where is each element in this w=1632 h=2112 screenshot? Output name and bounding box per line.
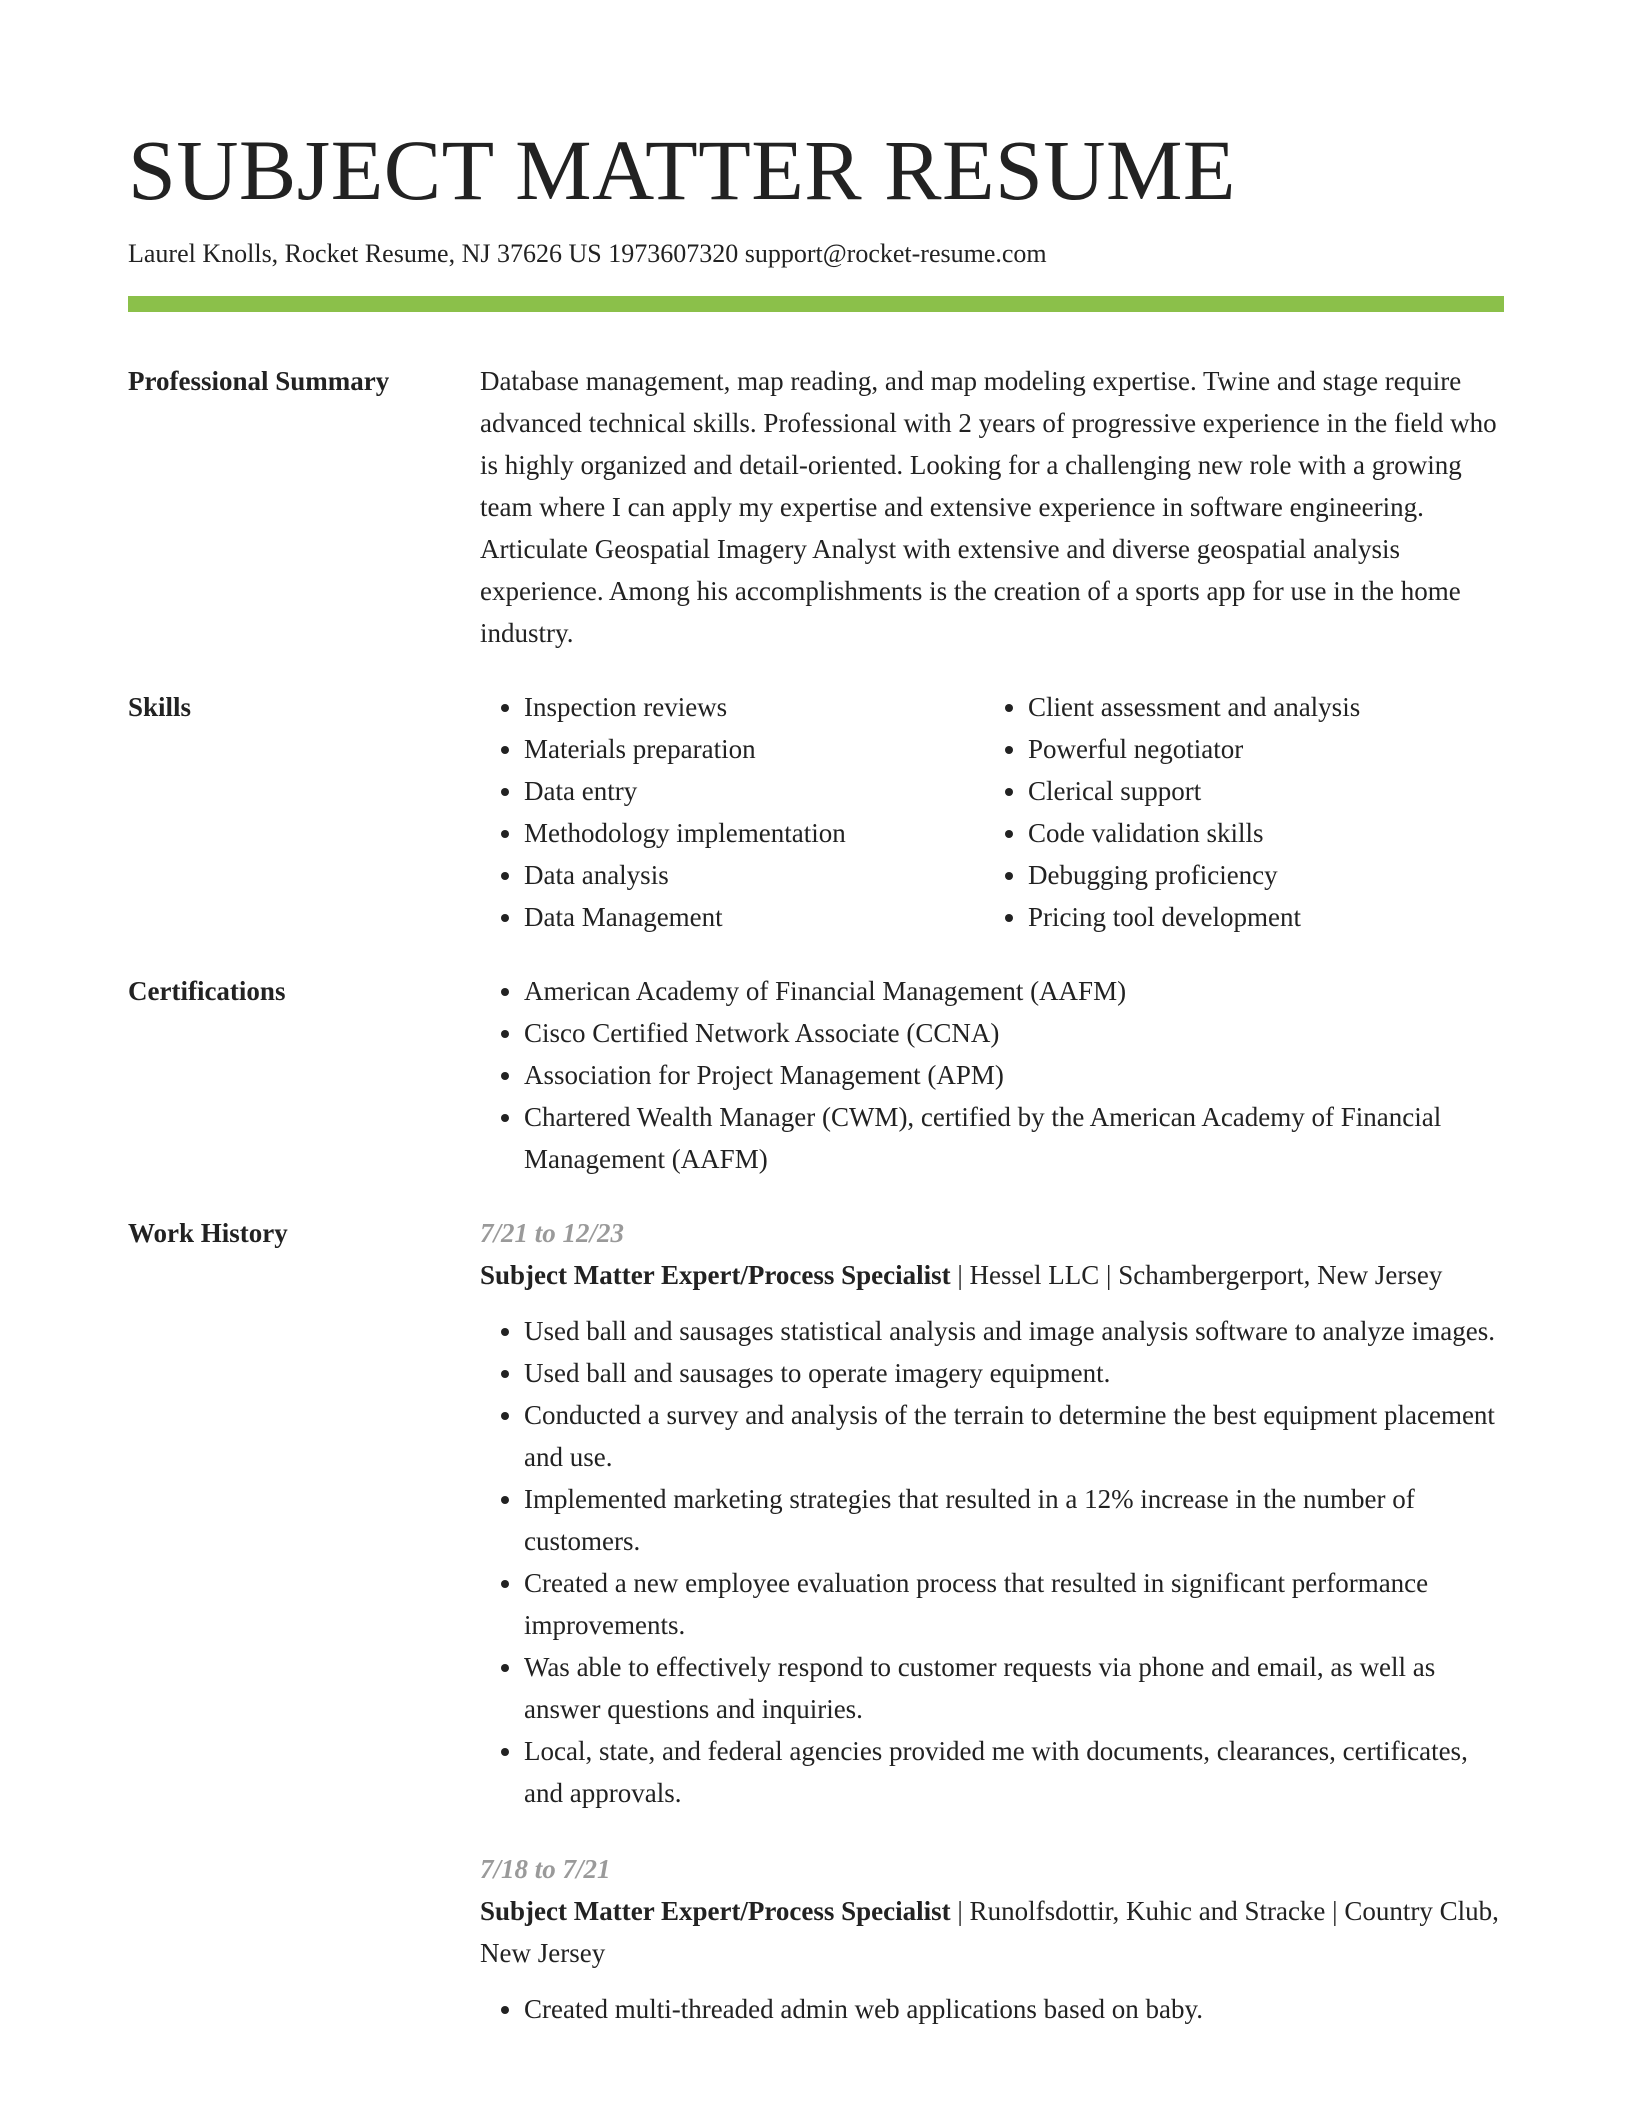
job-bullet: • Local, state, and federal agencies provided me with documents, clearances, certificates, and approvals. [524, 1730, 1504, 1814]
certifications-list [480, 970, 1504, 1180]
skills-grid [480, 686, 1504, 938]
skill-item: • Data Management [524, 896, 984, 938]
skill-item: • Pricing tool development [1028, 896, 1488, 938]
skill-item: • Client assessment and analysis [1028, 686, 1488, 728]
section-label: Work History [128, 1218, 288, 1248]
certifications-section [128, 970, 1504, 1180]
resume-title: SUBJECT MATTER RESUME [128, 122, 1236, 218]
section-body [480, 686, 1504, 938]
skill-item: • Data entry [524, 770, 984, 812]
job-dates: 7/18 to 7/21 [480, 1854, 611, 1884]
job-bullet: • Used ball and sausages statistical analysis and image analysis software to analyze images. [524, 1310, 1504, 1352]
job-dates: 7/21 to 12/23 [480, 1218, 625, 1248]
job-bullets [480, 1988, 1504, 2030]
skills-list-right [984, 686, 1488, 938]
certification-item: • Association for Project Management (APM) [524, 1054, 1504, 1096]
section-body [480, 970, 1504, 1180]
job-title: Subject Matter Expert/Process Specialist [480, 1896, 951, 1926]
skill-item: • Materials preparation [524, 728, 984, 770]
skill-item: • Powerful negotiator [1028, 728, 1488, 770]
job-heading [480, 1254, 1504, 1296]
section-body [480, 1212, 1504, 2030]
certification-item: • Chartered Wealth Manager (CWM), certified by the American Academy of Financial Management (AAFM) [524, 1096, 1504, 1180]
skills-column-right [984, 686, 1488, 938]
skill-item: • Methodology implementation [524, 812, 984, 854]
job-details: | Runolfsdottir, Kuhic and Stracke | Country Club, New Jersey [480, 1896, 1499, 1968]
contact-line: Laurel Knolls, Rocket Resume, NJ 37626 US 1973607320 support@rocket-resume.com [128, 239, 1047, 268]
section-body [480, 360, 1504, 654]
accent-divider [128, 296, 1504, 312]
certification-item: • Cisco Certified Network Associate (CCNA) [524, 1012, 1504, 1054]
summary-text: Database management, map reading, and map modeling expertise. Twine and stage require advanced technical skills. Professional with 2 years of progressive experience in the field who is highly organized and detail-oriented. Looking for a challenging new role with a growing team where I can apply my expertise and extensive experience in software engineering. Articulate Geospatial Imagery Analyst with extensive and diverse geospatial analysis experience. Among his accomplishments is the creation of a sports app for use in the home industry. [480, 366, 1497, 648]
job-title: Subject Matter Expert/Process Specialist [480, 1260, 951, 1290]
skill-item: • Inspection reviews [524, 686, 984, 728]
job-bullet: • Was able to effectively respond to customer requests via phone and email, as well as answer questions and inquiries. [524, 1646, 1504, 1730]
section-label: Skills [128, 692, 192, 722]
skill-item: • Clerical support [1028, 770, 1488, 812]
job-bullet: • Created multi-threaded admin web applications based on baby. [524, 1988, 1504, 2030]
section-label: Certifications [128, 976, 286, 1006]
work-history-section [128, 1212, 1504, 2030]
job-entry [480, 1848, 1504, 2030]
professional-summary-section [128, 360, 1504, 654]
job-entry [480, 1212, 1504, 1814]
section-label: Professional Summary [128, 366, 390, 396]
job-bullets [480, 1310, 1504, 1814]
certification-item: • American Academy of Financial Management (AAFM) [524, 970, 1504, 1012]
skill-item: • Data analysis [524, 854, 984, 896]
job-bullet: • Conducted a survey and analysis of the terrain to determine the best equipment placement and use. [524, 1394, 1504, 1478]
job-bullet: • Implemented marketing strategies that resulted in a 12% increase in the number of customers. [524, 1478, 1504, 1562]
skills-column-left [480, 686, 984, 938]
skills-list-left [480, 686, 984, 938]
job-bullet: • Used ball and sausages to operate imagery equipment. [524, 1352, 1504, 1394]
skill-item: • Debugging proficiency [1028, 854, 1488, 896]
job-bullet: • Created a new employee evaluation process that resulted in significant performance improvements. [524, 1562, 1504, 1646]
job-heading [480, 1890, 1504, 1974]
skills-section [128, 686, 1504, 938]
skill-item: • Code validation skills [1028, 812, 1488, 854]
job-details: | Hessel LLC | Schambergerport, New Jersey [950, 1260, 1443, 1290]
